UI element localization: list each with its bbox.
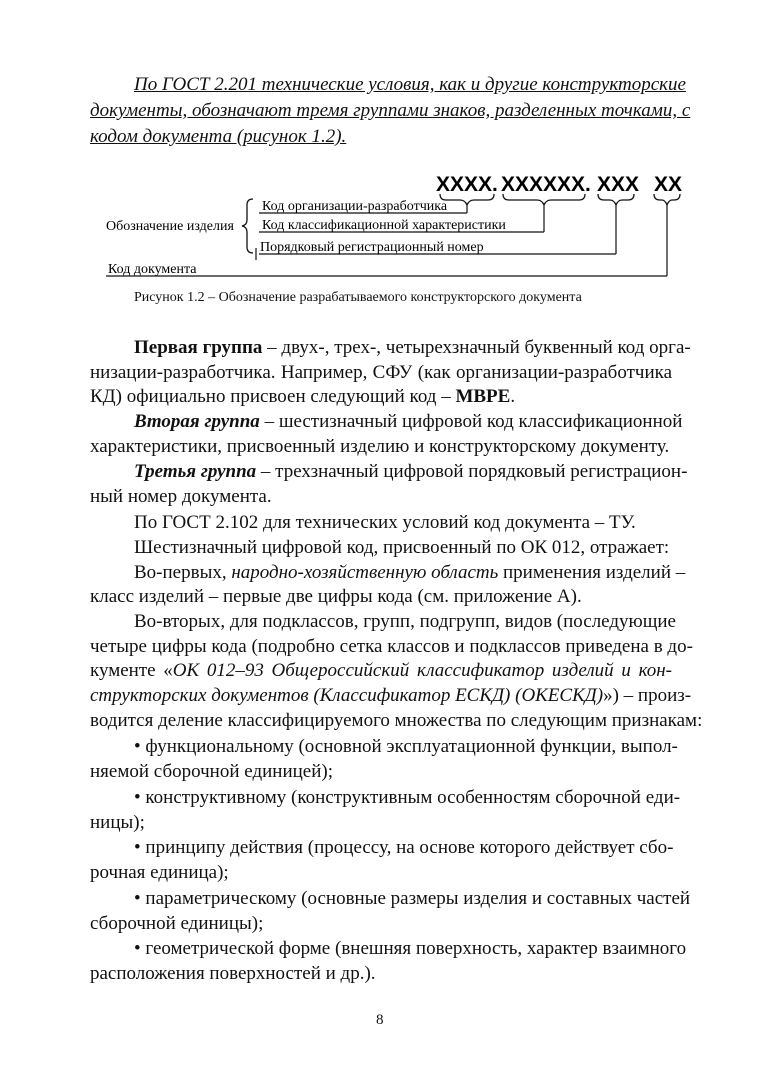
para-text: – двух-, трех-, четырехзначный буквенный код орга- — [262, 337, 691, 358]
bullet-5-line-1 — [134, 938, 687, 960]
italic-doc-title: структорских документов (Классификатор ЕСКД) (ОКЕСКД) — [90, 685, 604, 706]
para-text: . — [510, 386, 516, 407]
bullet-icon: • — [134, 938, 141, 959]
italic-area: народно-хозяйственную область — [231, 562, 499, 583]
intro-line-3: кодом документа (рисунок 1.2). — [90, 126, 347, 147]
bullet-3-line-2: рочная единица); — [90, 862, 229, 883]
term-first-group: Первая группа — [134, 337, 263, 358]
page-number: 8 — [376, 1012, 384, 1028]
bullet-text: конструктивному (конструктивным особенностям сборочной еди- — [140, 787, 681, 808]
para-text: – трехзначный цифровой порядковый регистрацион- — [256, 461, 688, 482]
code-part-doc: XX — [654, 173, 683, 196]
para-text: применения изделий – — [498, 562, 686, 583]
bullet-4-line-1 — [134, 888, 691, 910]
para-second-group-2: характеристики, присвоенный изделию и конструкторскому документу. — [90, 436, 670, 457]
designation-diagram — [0, 0, 764, 290]
para-text: КД) официально присвоен следующий код – — [90, 386, 456, 407]
left-brace — [242, 199, 253, 253]
bullet-3-line-1 — [134, 837, 672, 859]
para-first-group-1 — [134, 337, 691, 359]
bullet-icon: • — [134, 736, 141, 757]
bullet-1-line-2: няемой сборочной единицей); — [90, 761, 333, 782]
para-text: – шестизначный цифровой код классификационной — [259, 411, 683, 432]
bullet-icon: • — [134, 888, 141, 909]
diagram-label-reg: Порядковый регистрационный номер — [260, 240, 484, 255]
para-first-group-3 — [90, 386, 515, 408]
para-second-group-1 — [134, 411, 683, 433]
para-second-point-5: водится деление классифицируемого множества по следующим признакам: — [90, 710, 703, 731]
bullet-5-line-2: расположения поверхностей и др.). — [90, 963, 376, 984]
bullet-icon: • — [134, 837, 141, 858]
bullet-1-line-1 — [134, 736, 678, 758]
bullet-text: принципу действия (процессу, на основе которого действует сбо- — [140, 837, 674, 858]
para-ok: Шестизначный цифровой код, присвоенный по ОК 012, отражает: — [134, 537, 670, 558]
term-third-group: Третья группа — [134, 461, 257, 482]
para-first-group-2: низации-разработчика. Например, СФУ (как организации-разработчика — [90, 362, 672, 383]
para-third-group-1 — [134, 461, 688, 483]
diagram-label-product: Обозначение изделия — [106, 219, 234, 234]
figure-caption: Рисунок 1.2 – Обозначение разрабатываемого конструкторского документа — [134, 290, 582, 305]
code-part-reg: XXX — [597, 173, 640, 196]
para-third-group-2: ный номер документа. — [90, 486, 272, 507]
para-second-point-2: четыре цифры кода (подробно сетка классов и подклассов приведена в до- — [90, 636, 693, 657]
para-second-point-4 — [90, 685, 692, 707]
bullet-text: геометрической форме (внешняя поверхность, характер взаимного — [140, 938, 687, 959]
bullet-text: параметрическому (основные размеры изделия и составных частей — [140, 888, 691, 909]
code-mvre: МВРЕ — [455, 386, 511, 407]
para-text: Во-первых, — [134, 562, 232, 583]
intro-line-1: По ГОСТ 2.201 технические условия, как и другие конструкторские — [134, 74, 686, 95]
bullet-2-line-2: ницы); — [90, 812, 145, 833]
para-gost: По ГОСТ 2.102 для технических условий код документа – ТУ. — [134, 512, 636, 533]
bullet-2-line-1 — [134, 787, 681, 809]
bullet-4-line-2: сборочной единицы); — [90, 913, 264, 934]
term-second-group: Вторая группа — [134, 411, 260, 432]
para-text: ») – произ- — [603, 685, 692, 706]
para-second-point-3 — [90, 660, 672, 682]
diagram-label-class: Код классификационной характеристики — [262, 218, 506, 233]
para-text: кументе « — [90, 660, 173, 681]
diagram-label-org: Код организации-разработчика — [262, 199, 448, 214]
code-part-class: XXXXXX. — [501, 173, 591, 196]
intro-line-2: документы, обозначают тремя группами знаков, разделенных точками, с — [90, 100, 691, 121]
para-second-point-1: Во-вторых, для подклассов, групп, подгрупп, видов (последующие — [134, 611, 676, 632]
diagram-label-doc: Код документа — [108, 262, 197, 277]
para-first-point-1 — [134, 562, 686, 584]
italic-doc-title: ОК 012–93 Общероссийский классификатор изделий и кон- — [172, 660, 672, 681]
bullet-text: функциональному (основной эксплуатационной функции, выпол- — [140, 736, 678, 757]
para-first-point-2: класс изделий – первые две цифры кода (см. приложение А). — [90, 586, 582, 607]
code-part-org: XXXX. — [436, 173, 498, 196]
bullet-icon: • — [134, 787, 141, 808]
